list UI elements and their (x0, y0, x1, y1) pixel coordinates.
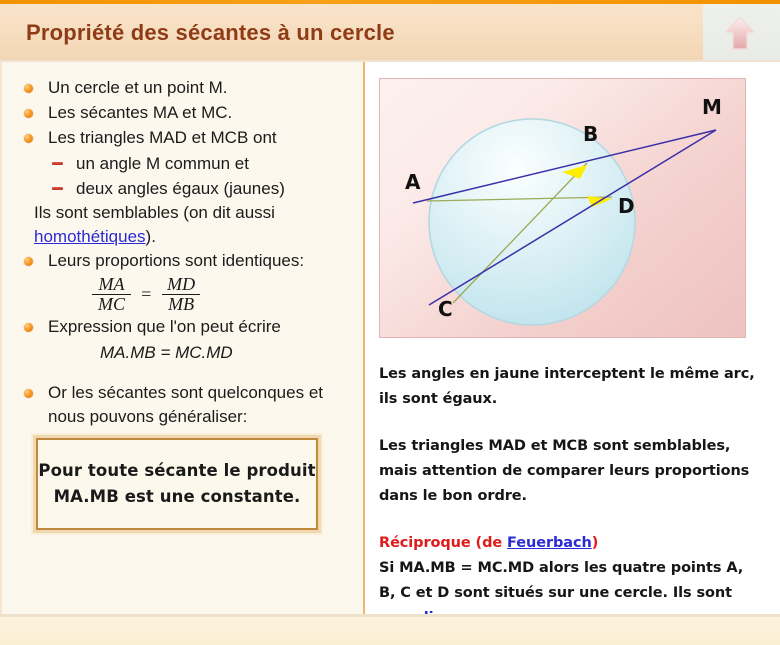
figure-circle (429, 119, 635, 325)
fraction-right (161, 275, 201, 314)
bullet-list (20, 76, 360, 430)
paragraph-angles: Les angles en jaune interceptent le même arc, ils sont égaux. (379, 366, 755, 407)
page-title: Propriété des sécantes à un cercle (26, 20, 395, 45)
header-nav-panel[interactable] (703, 4, 780, 60)
reciprocal-label-before: Réciproque (de (379, 535, 508, 551)
bullet-dot-icon (24, 84, 33, 93)
bullet-dot-icon (24, 109, 33, 118)
figure-label-d: D (618, 194, 635, 218)
bullet-dot-icon (24, 257, 33, 266)
arrow-up-icon[interactable] (724, 15, 756, 51)
product-formula: MA.MB = MC.MD (100, 343, 233, 362)
list-item-label: Les sécantes MA et MC. (48, 103, 233, 122)
sub-list-item-label: deux angles égaux (jaunes) (76, 179, 285, 198)
explanation-text (379, 362, 757, 631)
sub-list-item (20, 151, 360, 176)
sub-list-item-label: un angle M commun et (76, 154, 249, 173)
statement-box (36, 438, 318, 530)
link-feuerbach[interactable]: Feuerbach (507, 535, 592, 551)
statement-text: Pour toute sécante le produit MA.MB est une constante. (38, 461, 316, 506)
right-pane (365, 62, 780, 614)
link-homothetiques[interactable]: homothétiques (34, 227, 146, 246)
list-item-label: Les triangles MAD et MCB ont (48, 128, 277, 147)
list-item (20, 101, 360, 125)
fraction-right-numerator: MD (167, 274, 196, 294)
similar-text-after: ). (145, 227, 156, 246)
list-item (20, 249, 360, 273)
bottom-strip (0, 617, 780, 645)
header-bar (0, 4, 780, 60)
fraction-left-numerator: MA (98, 274, 125, 294)
fraction-left (92, 275, 131, 314)
similar-text-before: Ils sont semblables (on dit aussi (34, 203, 275, 222)
reciprocal-body-before: Si MA.MB = MC.MD alors les quatre points A, B, C et D sont situés sur une cercle. Ils sont (379, 560, 744, 601)
list-item (20, 381, 360, 429)
list-item-label: Leurs proportions sont identiques: (48, 251, 305, 270)
fraction-right-denominator: MB (162, 294, 200, 314)
fraction-left-denominator: MC (92, 294, 131, 314)
bullet-dot-icon (24, 134, 33, 143)
figure-label-m: M (702, 95, 722, 119)
geometry-figure (379, 78, 746, 338)
list-item (20, 76, 360, 100)
figure-label-a: A (405, 170, 421, 194)
list-item (20, 315, 360, 339)
similar-paragraph (20, 201, 360, 249)
sub-list-item (20, 176, 360, 201)
left-pane (0, 62, 365, 614)
list-item-label: Expression que l'on peut écrire (48, 317, 281, 336)
figure-label-c: C (438, 297, 453, 321)
equals-sign: = (140, 284, 153, 304)
paragraph-triangles: Les triangles MAD et MCB sont semblables, mais attention de comparer leurs proportions dans le bon ordre. (379, 438, 750, 504)
proportion-equation (20, 275, 360, 314)
list-item-label: Or les sécantes sont quelconques et nous pouvons généraliser: (48, 383, 323, 426)
dash-bullet-icon (52, 162, 63, 165)
list-item (20, 126, 360, 150)
content-area (0, 62, 780, 614)
figure-label-b: B (583, 122, 599, 146)
dash-bullet-icon (52, 187, 63, 190)
bullet-dot-icon (24, 389, 33, 398)
reciprocal-label-after: ) (591, 535, 599, 551)
bullet-dot-icon (24, 323, 33, 332)
spacer (20, 363, 360, 381)
list-item-label: Un cercle et un point M. (48, 78, 228, 97)
